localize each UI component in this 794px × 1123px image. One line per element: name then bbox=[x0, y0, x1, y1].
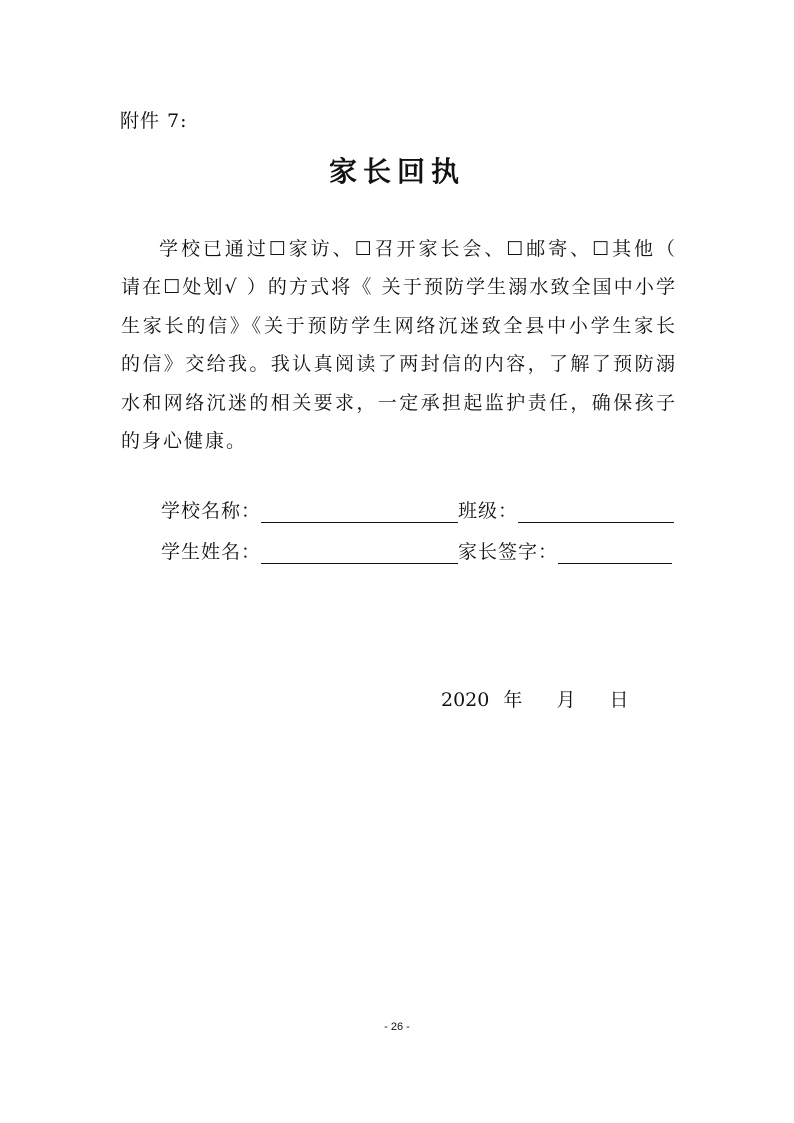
class-field[interactable] bbox=[518, 498, 674, 523]
student-name-label: 学生姓名： bbox=[161, 541, 262, 563]
date-year-unit: 年 bbox=[503, 689, 523, 711]
page-title: 家长回执 bbox=[328, 155, 465, 188]
page-number: - 26 - bbox=[384, 1021, 410, 1033]
date-day-unit: 日 bbox=[609, 689, 629, 711]
annex-label: 附件 7: bbox=[120, 110, 188, 132]
class-label: 班级： bbox=[458, 500, 519, 522]
school-name-label: 学校名称： bbox=[161, 500, 262, 522]
date-line bbox=[441, 685, 629, 712]
parent-signature-field[interactable] bbox=[558, 539, 672, 564]
school-name-field[interactable] bbox=[261, 498, 458, 523]
form-row-school bbox=[161, 496, 674, 523]
body-paragraph: 学校已通过☐家访、☐召开家长会、☐邮寄、☐其他（ 请在☐处划√ ）的方式将《 关于预防学生溺水致全国中小学生家长的信》《关于预防学生网络沉迷致全县中小学生家长的信》交给我。我认真阅读了两封信的内容，了解了预防溺水和网络沉迷的相关要求，一定承担起监护责任，确保孩子的身心健康。 bbox=[121, 238, 677, 453]
parent-signature-label: 家长签字： bbox=[458, 541, 559, 563]
date-year: 2020 bbox=[441, 689, 490, 711]
student-name-field[interactable] bbox=[261, 539, 458, 564]
form-row-student bbox=[161, 537, 672, 564]
date-month-unit: 月 bbox=[556, 689, 576, 711]
